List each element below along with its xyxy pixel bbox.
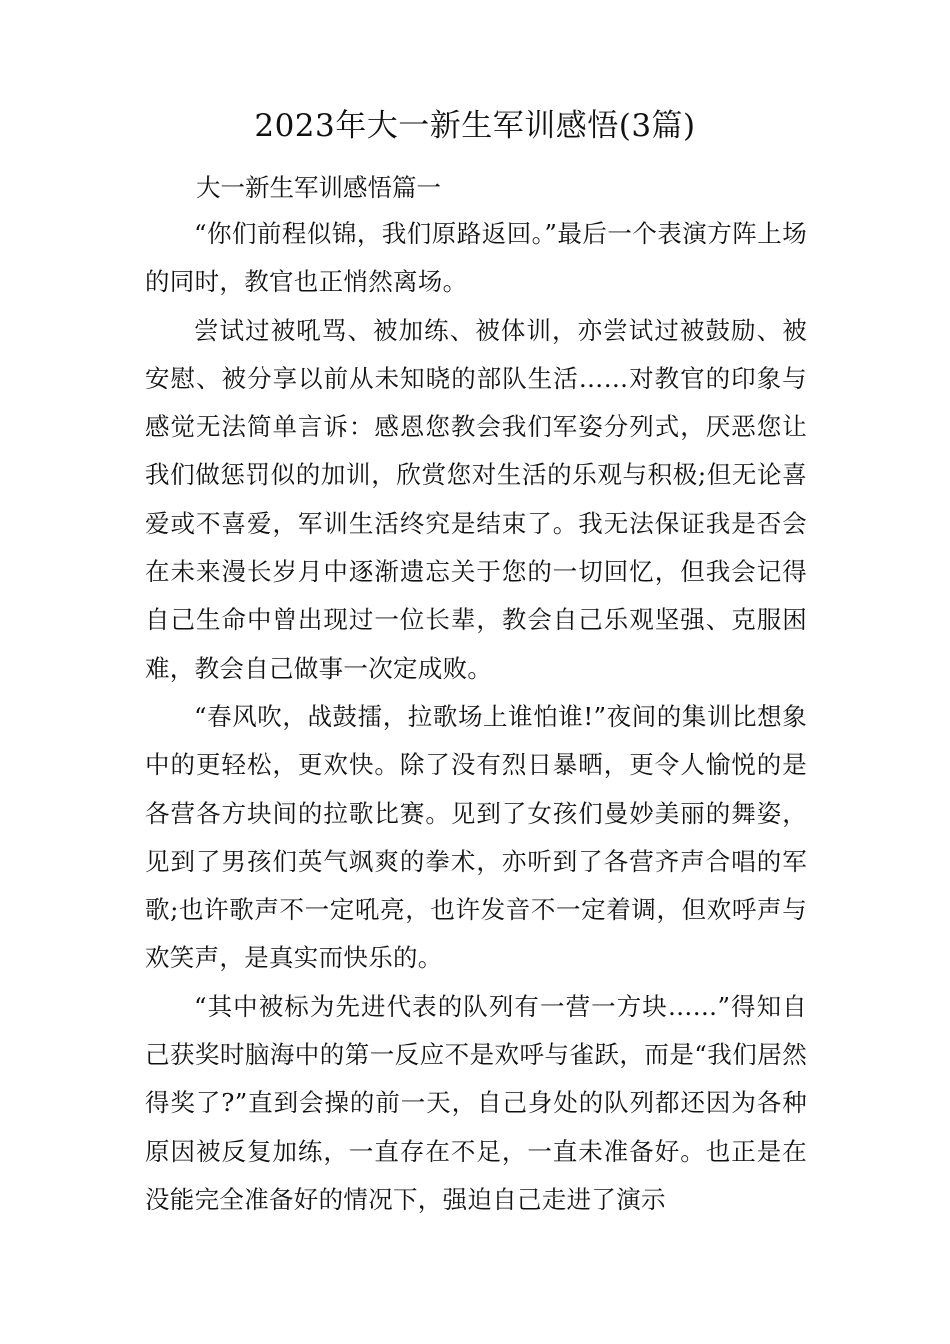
paragraph-2: 尝试过被吼骂、被加练、被体训，亦尝试过被鼓励、被安慰、被分享以前从未知晓的部队生活……对教官的印象与感觉无法简单言诉：感恩您教会我们军姿分列式，厌恶您让我们做惩罚似的加训，欣赏您对生活的乐观与积极;但无论喜爱或不喜爱，军训生活终究是结束了。我无法保证我是否会在未来漫长岁月中逐渐遗忘关于您的一切回忆，但我会记得自己生命中曾出现过一位长辈，教会自己乐观坚强、克服困难，教会自己做事一次定成败。 [145,315,807,683]
paragraph-1: “你们前程似锦，我们原路返回。”最后一个表演方阵上场的同时，教官也正悄然离场。 [145,219,807,297]
section-heading: 大一新生军训感悟篇一 [196,173,441,202]
document-title: 2023年大一新生军训感悟(3篇) [254,108,696,144]
paragraph-4: “其中被标为先进代表的队列有一营一方块……”得知自己获奖时脑海中的第一反应不是欢呼与雀跃，而是“我们居然得奖了?”直到会操的前一天，自己身处的队列都还因为各种原因被反复加练，一直存在不足，一直未准备好。也正是在没能完全准备好的情况下，强迫自己走进了演示 [145,991,807,1214]
paragraph-3: “春风吹，战鼓擂，拉歌场上谁怕谁!”夜间的集训比想象中的更轻松，更欢快。除了没有烈日暴晒，更令人愉悦的是各营各方块间的拉歌比赛。见到了女孩们曼妙美丽的舞姿，见到了男孩们英气飒爽的拳术，亦听到了各营齐声合唱的军歌;也许歌声不一定吼亮，也许发音不一定着调，但欢呼声与欢笑声，是真实而快乐的。 [145,701,807,973]
document-body [145,210,807,1224]
